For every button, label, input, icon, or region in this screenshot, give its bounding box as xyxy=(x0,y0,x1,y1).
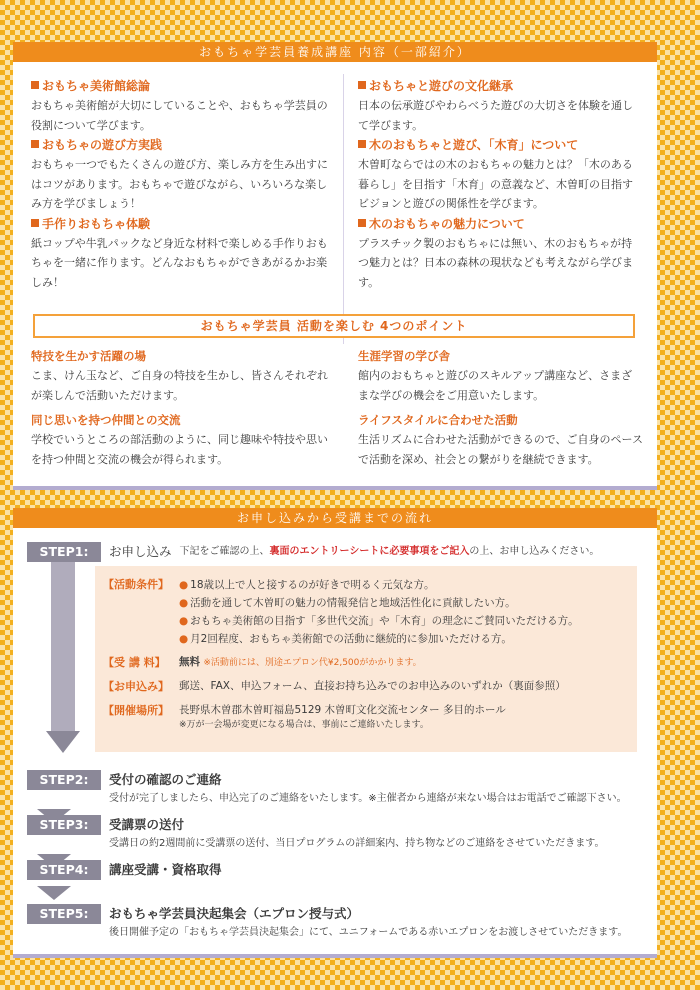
course-body: おもちゃ美術館が大切にしていることや、おもちゃ学芸員の役割について学びます。 xyxy=(31,99,328,132)
step1 xyxy=(27,542,599,562)
step-badge: STEP1: xyxy=(27,542,101,562)
point-heading: 同じ思いを持つ仲間との交流 xyxy=(31,413,181,427)
course-body: 木曽町ならではの木のおもちゃの魅力とは？「木のある暮らし」を目指す「木育」の意義など、木曽町の目指すビジョンと遊びの関係性を学びます。 xyxy=(358,158,633,210)
course-body: 日本の伝承遊びやわらべうた遊びの大切さを体験を通して学びます。 xyxy=(358,99,633,132)
conditions-list xyxy=(179,576,579,648)
step-badge: STEP3: xyxy=(27,815,101,835)
step-content xyxy=(109,904,628,942)
course-heading: 木のおもちゃの魅力について xyxy=(358,214,643,234)
step-description: 受付が完了しましたら、申込完了のご連絡をいたします。※主催者から連絡が来ない場合はお電話でご確認下さい。 xyxy=(109,793,627,804)
course-panel xyxy=(13,42,657,490)
step3 xyxy=(27,815,604,853)
step-content xyxy=(109,770,627,808)
condition-item: ● おもちゃ美術館の目指す「多世代交流」や「木育」の理念にご賛同いただける方。 xyxy=(179,615,579,627)
course-title: おもちゃ学芸員養成講座 内容（一部紹介） xyxy=(13,42,657,62)
course-left-column xyxy=(31,76,329,292)
fee-value: 無料 ※活動前には、別途エプロン代¥2,500がかかります。 xyxy=(179,656,422,668)
course-body: プラスチック製のおもちゃには無い、木のおもちゃが持つ魅力とは？日本の森林の現状なども考えながら学びます。 xyxy=(358,236,633,289)
arrow-down-icon xyxy=(46,731,80,753)
arrow-down-icon xyxy=(37,886,71,900)
step-title: お申し込み xyxy=(109,544,172,559)
step-title: おもちゃ学芸員決起集会（エプロン授与式） xyxy=(109,906,360,921)
point-heading: 特技を生かす活躍の場 xyxy=(31,349,146,363)
fee-row xyxy=(95,654,637,670)
square-bullet-icon xyxy=(358,140,366,148)
venue-label: 【開催場所】 xyxy=(103,704,169,717)
point-body: 館内のおもちゃと遊びのスキルアップ講座など、さまざまな学びの機会をご用意いたします。 xyxy=(358,369,633,402)
apply-value: 郵送、FAX、申込フォーム、直接お持ち込みでのお申込みのいずれか（裏面参照） xyxy=(179,680,566,692)
course-body: おもちゃ一つでもたくさんの遊び方、楽しみ方を生み出すにはコツがあります。おもちゃで遊びながら、いろいろな楽しみ方を学びましょう！ xyxy=(31,158,328,210)
points-title: おもちゃ学芸員 活動を楽しむ 4つのポイント xyxy=(33,314,635,338)
conditions-box xyxy=(95,566,637,752)
step-title: 受講票の送付 xyxy=(109,817,185,832)
conditions-label: 【活動条件】 xyxy=(103,578,169,591)
point-body: 生活リズムに合わせた活動ができるので、ご自身のペースで活動を深め、社会との繋がりを継続できます。 xyxy=(358,433,644,466)
course-heading: おもちゃの遊び方実践 xyxy=(31,135,329,155)
square-bullet-icon xyxy=(358,219,366,227)
flow-title: お申し込みから受講までの流れ xyxy=(13,508,657,528)
course-heading: おもちゃと遊びの文化継承 xyxy=(358,76,643,96)
step2 xyxy=(27,770,627,808)
step-badge: STEP2: xyxy=(27,770,101,790)
points-left xyxy=(31,346,331,469)
point-body: こま、けん玉など、ご自身の特技を生かし、皆さんそれぞれが楽しんで活動いただけます。 xyxy=(31,369,328,402)
condition-item: ● 月2回程度、おもちゃ美術館での活動に継続的に参加いただける方。 xyxy=(179,633,512,645)
step-description: 受講日の約2週間前に受講票の送付、当日プログラムの詳細案内、持ち物などのご連絡をさせていただきます。 xyxy=(109,838,605,849)
square-bullet-icon xyxy=(31,140,39,148)
fee-label: 【受 講 料】 xyxy=(103,656,166,669)
column-divider xyxy=(343,74,344,344)
point-body: 学校でいうところの部活動のように、同じ趣味や特技や思いを持つ仲間と交流の機会が得られます。 xyxy=(31,433,328,466)
conditions-row xyxy=(95,576,637,648)
apply-label: 【お申込み】 xyxy=(103,680,169,693)
course-heading: 木のおもちゃと遊び、「木育」について xyxy=(358,135,643,155)
course-heading: 手作りおもちゃ体験 xyxy=(31,214,329,234)
venue-row xyxy=(95,702,637,730)
venue-value: 長野県木曽郡木曽町福島5129 木曽町文化交流センター 多目的ホール ※万が一会場が変更になる場合は、事前にご連絡いたします。 xyxy=(179,704,506,730)
step-content xyxy=(109,815,604,853)
course-heading: おもちゃ美術館総論 xyxy=(31,76,329,96)
step-description: 下記をご確認の上、裏面のエントリーシートに必要事項をご記入の上、お申し込みください。 xyxy=(179,546,600,557)
course-right-column xyxy=(358,76,643,292)
condition-item: ● 活動を通して木曽町の魅力の情報発信と地域活性化に貢献したい方。 xyxy=(179,597,516,609)
square-bullet-icon xyxy=(358,81,366,89)
point-heading: ライフスタイルに合わせた活動 xyxy=(358,413,518,427)
apply-row xyxy=(95,678,637,694)
square-bullet-icon xyxy=(31,81,39,89)
step-badge: STEP4: xyxy=(27,860,101,880)
point-heading: 生涯学習の学び舎 xyxy=(358,349,450,363)
step-badge: STEP5: xyxy=(27,904,101,924)
flow-panel xyxy=(13,508,657,958)
step5 xyxy=(27,904,628,942)
step-title: 講座受講・資格取得 xyxy=(109,862,222,877)
step-title: 受付の確認のご連絡 xyxy=(109,772,222,787)
course-body: 紙コップや牛乳パックなど身近な材料で楽しめる手作りおもちゃを一緒に作ります。どんなおもちゃができあがるかお楽しみ！ xyxy=(31,236,328,289)
step-description: 後日開催予定の「おもちゃ学芸員決起集会」にて、ユニフォームである赤いエプロンをお渡しさせていただきます。 xyxy=(109,927,628,938)
condition-item: ● 18歳以上で人と接するのが好きで明るく元気な方。 xyxy=(179,579,435,591)
points-right xyxy=(358,346,643,469)
flow-arrow-shaft xyxy=(51,543,75,731)
square-bullet-icon xyxy=(31,219,39,227)
step4 xyxy=(27,860,222,880)
